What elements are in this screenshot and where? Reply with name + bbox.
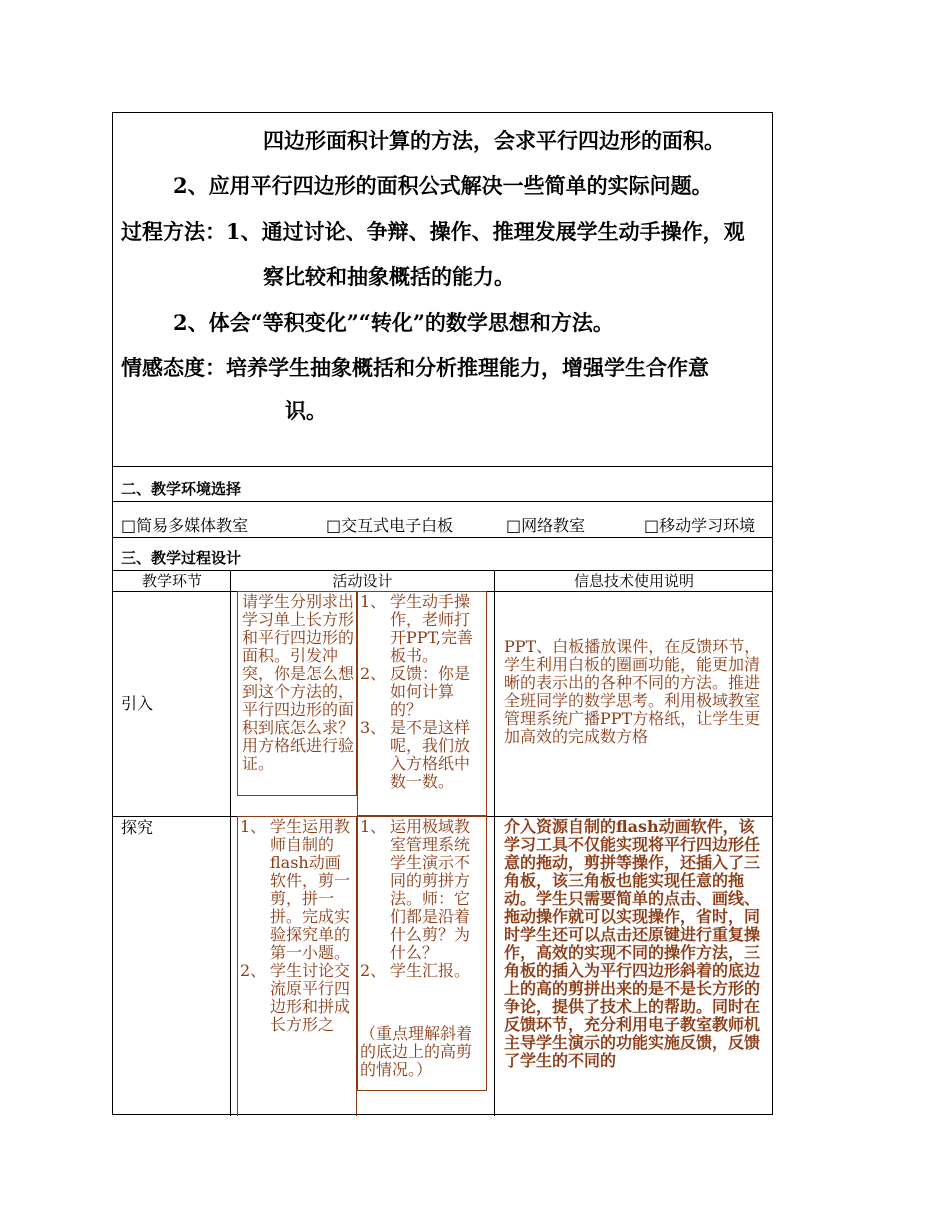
process-method-line-2: 2、体会“等积变化”“转化”的数学思想和方法。	[173, 310, 614, 335]
document-table	[112, 112, 773, 1115]
section-title-process: 三、教学过程设计	[121, 549, 242, 567]
attitude-line-cont: 识。	[285, 398, 327, 423]
explore-teacher-list	[240, 818, 356, 1034]
attitude-line: 情感态度：培养学生抽象概括和分析推理能力，增强学生合作意	[121, 355, 709, 380]
checkbox-interactive-whiteboard[interactable]: □交互式电子白板	[326, 516, 454, 535]
list-item: 2、 反馈：你是如何计算的？	[360, 664, 471, 719]
header-it-usage: 信息技术使用说明	[573, 572, 694, 590]
list-item: 1、 学生运用教师自制的flash动画软件，剪一剪，拼一拼。完成实验探究单的第一小题。	[240, 817, 351, 962]
intro-it-text: PPT、白板播放课件，在反馈环节，学生利用白板的圈画功能，能更加清晰的表示出的各种不同的方法。推进全班同学的数学思考。利用极域教室管理系统广播PPT方格纸，让学生更加高效的完成数方格	[504, 637, 761, 746]
divider	[113, 466, 772, 467]
intro-teacher-text: 请学生分别求出学习单上长方形和平行四边形的面积。引发冲突，你是怎么想到这个方法的，平行四边形的面积到底怎么求？用方格纸进行验证。	[242, 592, 355, 773]
intro-student-list	[360, 593, 484, 791]
column-divider	[494, 570, 495, 1116]
process-method-line: 过程方法：1、通过讨论、争辩、操作、推理发展学生动手操作，观	[121, 219, 745, 244]
header-activity: 活动设计	[332, 572, 393, 590]
list-item: 2、 学生讨论交流原平行四边形和拼成长方形之	[240, 961, 351, 1034]
divider	[113, 501, 772, 502]
stage-intro: 引入	[121, 694, 154, 713]
section-title-environment: 二、教学环境选择	[121, 480, 242, 498]
explore-teacher-box	[237, 816, 357, 1116]
explore-student-box	[357, 816, 487, 1091]
intro-teacher-box	[237, 591, 357, 796]
intro-student-box	[357, 591, 487, 816]
list-item: 1、 学生动手操作，老师打开PPT,完善板书。	[360, 592, 473, 665]
column-divider	[230, 570, 231, 1116]
list-item: 2、 学生汇报。	[360, 961, 471, 980]
process-method-line-cont: 察比较和抽象概括的能力。	[263, 264, 515, 289]
explore-it-text: 介入资源自制的flash动画软件，该学习工具不仅能实现将平行四边形任意的拖动，剪拼等操作，还插入了三角板，该三角板也能实现任意的拖动。学生只需要简单的点击、画线、拖动操作就可以实现操作，省时，同时学生还可以点击还原键进行重复操作，高效的实现不同的操作方法，三角板的插入为平行四边形斜着的底边上的高的剪拼出来的是不是长方形的争论，提供了技术上的帮助。同时在反馈环节，充分利用电子教室教师机主导学生演示的功能实施反馈，反馈了学生的不同的	[504, 818, 761, 1070]
list-item: 1、 运用极域教室管理系统学生演示不同的剪拼方法。师：它们都是沿着什么剪？为什么？	[360, 817, 471, 962]
objective-line-1: 四边形面积计算的方法，会求平行四边形的面积。	[263, 128, 725, 153]
checkbox-simple-multimedia[interactable]: □简易多媒体教室	[121, 516, 249, 535]
explore-student-list	[360, 818, 484, 980]
objective-line-2: 2、应用平行四边形的面积公式解决一些简单的实际问题。	[173, 173, 713, 198]
header-stage: 教学环节	[141, 572, 202, 590]
stage-explore: 探究	[121, 818, 154, 837]
divider	[113, 537, 772, 538]
checkbox-network-classroom[interactable]: □网络教室	[506, 516, 586, 535]
explore-student-note: （重点理解斜着的底边上的高剪的情况。）	[360, 1024, 473, 1079]
list-item: 3、 是不是这样呢，我们放入方格纸中数一数。	[360, 718, 471, 791]
checkbox-mobile-learning[interactable]: □移动学习环境	[644, 516, 756, 535]
